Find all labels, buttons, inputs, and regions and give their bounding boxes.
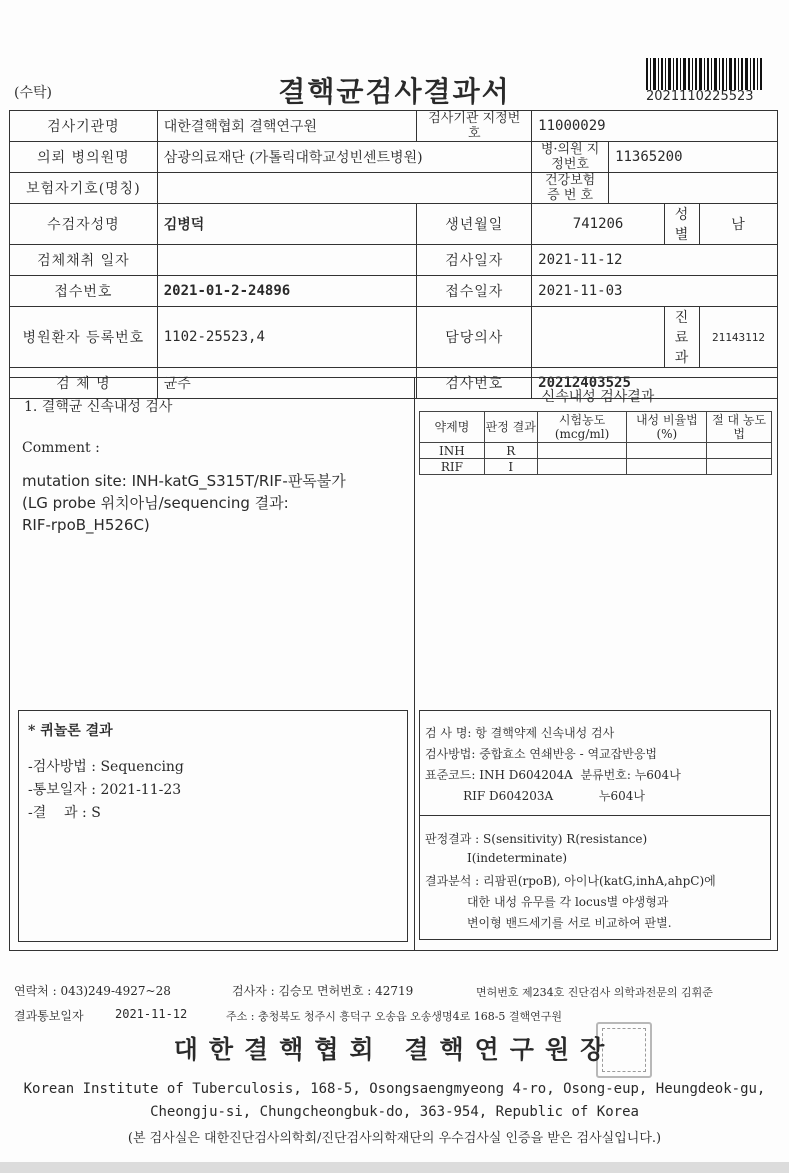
document-title: 결핵균검사결과서	[278, 75, 511, 108]
dept-value: 21143112	[699, 307, 777, 368]
test-date-value: 2021-11-12	[532, 245, 778, 276]
receipt-no-label: 접수번호	[10, 276, 158, 307]
patient-label: 수검자성명	[10, 204, 158, 245]
patient-value: 김병덕	[157, 204, 417, 245]
insured-label: 보험자기호(명칭)	[10, 173, 158, 204]
receipt-date-label: 접수일자	[417, 276, 532, 307]
reg-no-label: 병원환자 등록번호	[10, 307, 158, 368]
receipt-date-value: 2021-11-03	[532, 276, 778, 307]
comment-line: RIF-rpoB_H526C)	[22, 516, 150, 534]
hospital-no-label: 병·의원 지정번호	[532, 142, 609, 173]
drug-result: R	[484, 443, 537, 459]
drug-name: INH	[420, 443, 485, 459]
table-row	[420, 443, 772, 459]
analysis-line: 결과분석 : 리팜핀(rpoB), 아이나(katG,inhA,ahpC)에	[425, 874, 716, 888]
analysis-line: 변이형 밴드세기를 서로 비교하여 판별.	[425, 916, 672, 930]
insured-value	[157, 173, 531, 204]
quinolone-result: -결 과 : S	[28, 805, 101, 821]
susceptibility-title: 신속내성 검사결과	[541, 389, 655, 405]
collect-label: 검체채취 일자	[10, 245, 158, 276]
specimen-value: 균주	[157, 368, 417, 399]
test-date-label: 검사일자	[417, 245, 532, 276]
method-line: 검사방법: 중합효소 연쇄반응 - 역교잡반응법	[425, 747, 658, 761]
drug-ratio	[627, 459, 707, 475]
receipt-no-value: 2021-01-2-24896	[157, 276, 417, 307]
received-label: (수탁)	[14, 85, 52, 101]
judgement-line: 판정결과 : S(sensitivity) R(resistance)	[425, 832, 648, 846]
specimen-label: 검 체 명	[10, 368, 158, 399]
collect-value	[157, 245, 417, 276]
doctor-value	[532, 307, 665, 368]
address-ko: 주소 : 충청북도 청주시 흥덕구 오송읍 오송생명4로 168-5 결핵연구원	[226, 1010, 563, 1023]
hospital-no-value: 11365200	[609, 142, 778, 173]
organization-name: 대한결핵협회 결핵연구원장	[173, 1035, 616, 1064]
quinolone-date: -통보일자 : 2021-11-23	[28, 782, 182, 798]
section-title: 1. 결핵균 신속내성 검사	[24, 399, 173, 415]
drug-conc	[537, 459, 627, 475]
test-no-label: 검사번호	[417, 368, 532, 399]
birth-label: 생년월일	[417, 204, 532, 245]
drug-abs	[707, 459, 772, 475]
quinolone-box	[18, 710, 408, 942]
health-no-value	[609, 173, 778, 204]
comment-label: Comment :	[22, 440, 100, 456]
reg-no-value: 1102-25523,4	[157, 307, 417, 368]
hospital-value: 삼광의료재단 (가톨릭대학교성빈센트병원)	[157, 142, 531, 173]
susceptibility-table	[419, 411, 772, 475]
comment-text	[22, 470, 346, 536]
contact-info: 연락처 : 043)249-4927~28	[14, 984, 171, 998]
inst-label: 검사기관명	[10, 111, 158, 142]
method-divider	[419, 815, 771, 816]
quinolone-method: -검사방법 : Sequencing	[28, 759, 184, 775]
results-divider	[414, 377, 415, 951]
license-info: 면허번호 제234호 진단검사 의학과전문의 김휘준	[476, 986, 713, 999]
address-en-line2: Cheongju-si, Chungcheongbuk-do, 363-954, Republic of Korea	[150, 1104, 639, 1120]
dept-label: 진료과	[665, 307, 700, 368]
sex-value: 남	[699, 204, 777, 245]
doctor-label: 담당의사	[417, 307, 532, 368]
notice-date: 2021-11-12	[115, 1007, 188, 1021]
drug-abs	[707, 443, 772, 459]
judgement-line: I(indeterminate)	[425, 851, 568, 865]
notice-date-label: 결과통보일자	[14, 1009, 84, 1023]
barcode-number: 2021110225523	[646, 89, 754, 104]
patient-info-table	[9, 110, 778, 399]
hospital-label: 의뢰 병의원명	[10, 142, 158, 173]
tester-info: 검사자 : 김승모 면허번호 : 42719	[232, 984, 414, 998]
analysis-line: 대한 내성 유무를 각 locus별 야생형과	[425, 895, 669, 909]
test-no-value: 20212403525	[532, 368, 778, 399]
drug-conc	[537, 443, 627, 459]
health-no-label: 건강보험 증 번 호	[532, 173, 609, 204]
birth-value: 741206	[532, 204, 665, 245]
certification-note: (본 검사실은 대한진단검사의학회/진단검사의학재단의 우수검사실 인증을 받은 검사실입니다.)	[127, 1131, 662, 1146]
col-header: 내성 비율법(%)	[627, 412, 707, 443]
method-line: 검 사 명: 항 결핵약제 신속내성 검사	[425, 726, 615, 740]
col-header: 절 대 농도법	[707, 412, 772, 443]
method-line: RIF D604203A 누604나	[425, 789, 646, 803]
quinolone-title: * 퀴놀론 결과	[28, 723, 113, 739]
col-header: 판정 결과	[484, 412, 537, 443]
drug-result: I	[484, 459, 537, 475]
address-en-line1: Korean Institute of Tuberculosis, 168-5, Osongsaengmyeong 4-ro, Osong-eup, Heungdeok-gu,	[23, 1081, 766, 1097]
col-header: 시험농도 (mcg/ml)	[537, 412, 627, 443]
sex-label: 성별	[665, 204, 700, 245]
comment-line: (LG probe 위치아님/sequencing 결과:	[22, 494, 289, 512]
table-row	[420, 459, 772, 475]
inst-value: 대한결핵협회 결핵연구원	[157, 111, 417, 142]
inst-no-value: 11000029	[532, 111, 778, 142]
col-header: 약제명	[420, 412, 485, 443]
comment-line: mutation site: INH-katG_S315T/RIF-판독불가	[22, 472, 346, 490]
drug-name: RIF	[420, 459, 485, 475]
drug-ratio	[627, 443, 707, 459]
method-line: 표준코드: INH D604204A 분류번호: 누604나	[425, 768, 681, 782]
bottom-bar	[0, 1162, 789, 1173]
barcode	[646, 58, 762, 90]
inst-no-label: 검사기관 지정번호	[417, 111, 532, 142]
